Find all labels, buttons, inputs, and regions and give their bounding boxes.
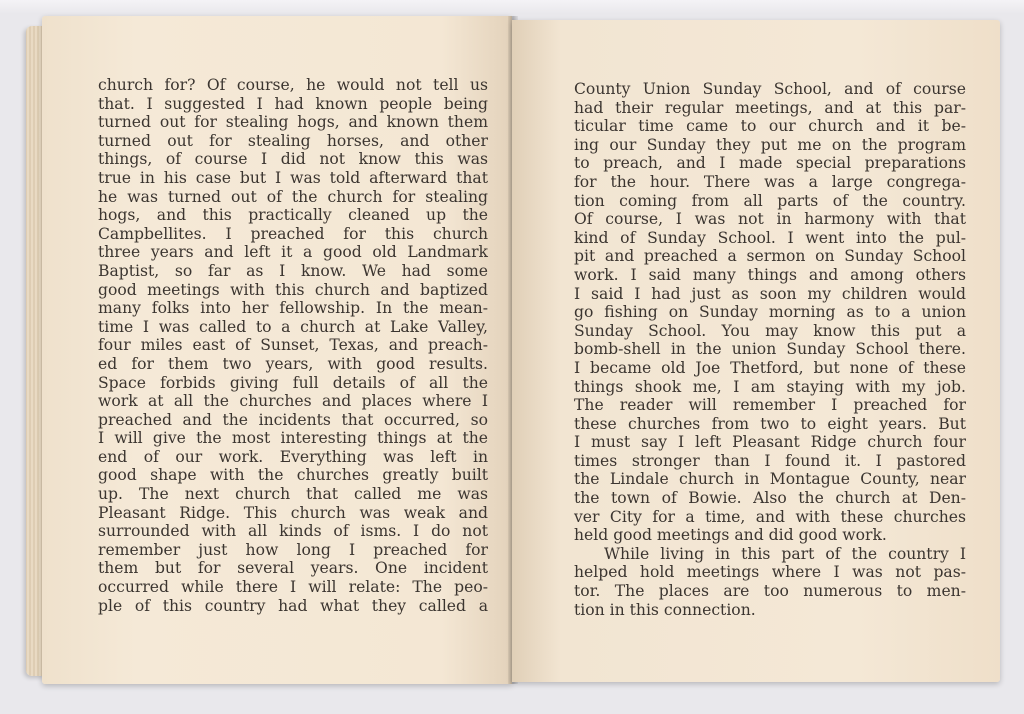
text-line: work. I said many things and among others bbox=[574, 265, 966, 284]
left-page bbox=[42, 16, 512, 684]
text-line: I will give the most interesting things at the bbox=[98, 429, 488, 448]
text-line: preached and the incidents that occurred, so bbox=[98, 410, 488, 429]
text-line: tor. The places are too numerous to men- bbox=[574, 582, 966, 601]
text-line: hogs, and this practically cleaned up the bbox=[98, 206, 488, 225]
text-line: ing our Sunday they put me on the program bbox=[574, 135, 966, 154]
text-line: things shook me, I am staying with my job. bbox=[574, 377, 966, 396]
text-line: many folks into her fellowship. In the mean- bbox=[98, 299, 488, 318]
text-line: true in his case but I was told afterward that bbox=[98, 168, 488, 187]
text-line: surrounded with all kinds of isms. I do not bbox=[98, 522, 488, 541]
text-line: Sunday School. You may know this put a bbox=[574, 321, 966, 340]
text-line: four miles east of Sunset, Texas, and preach- bbox=[98, 336, 488, 355]
scan-background bbox=[0, 0, 1024, 14]
right-page bbox=[512, 20, 1000, 682]
text-line: remember just how long I preached for bbox=[98, 540, 488, 559]
text-line: he was turned out of the church for stealing bbox=[98, 187, 488, 206]
text-line: Space forbids giving full details of all the bbox=[98, 373, 488, 392]
text-line: up. The next church that called me was bbox=[98, 485, 488, 504]
text-line: tion in this connection. bbox=[574, 600, 756, 619]
text-line: had their regular meetings, and at this par- bbox=[574, 98, 966, 117]
text-line: things, of course I did not know this was bbox=[98, 150, 488, 169]
text-line: to preach, and I made special preparations bbox=[574, 154, 966, 173]
text-line: good meetings with this church and baptized bbox=[98, 280, 488, 299]
text-line: the Lindale church in Montague County, near bbox=[574, 470, 966, 489]
text-line: tion coming from all parts of the country. bbox=[574, 191, 966, 210]
text-line: for the hour. There was a large congrega- bbox=[574, 172, 966, 191]
text-line: go fishing on Sunday morning as to a union bbox=[574, 303, 966, 322]
text-line: end of our work. Everything was left in bbox=[98, 447, 488, 466]
open-book bbox=[26, 16, 1000, 684]
text-line: held good meetings and did good work. bbox=[574, 526, 887, 545]
text-line: work at all the churches and places where I bbox=[98, 392, 488, 411]
left-page-text bbox=[98, 76, 488, 615]
text-line: County Union Sunday School, and of course bbox=[574, 80, 966, 98]
text-line: occurred while there I will relate: The peo- bbox=[98, 578, 488, 597]
text-line: ple of this country had what they called a bbox=[98, 596, 488, 615]
text-line: ver City for a time, and with these churches bbox=[574, 507, 966, 526]
text-line: I became old Joe Thetford, but none of these bbox=[574, 358, 966, 377]
text-line: Baptist, so far as I know. We had some bbox=[98, 261, 488, 280]
text-line: I must say I left Pleasant Ridge church four bbox=[574, 433, 966, 452]
text-line: turned out for stealing horses, and other bbox=[98, 131, 488, 150]
text-line: Campbellites. I preached for this church bbox=[98, 224, 488, 243]
text-line: times stronger than I found it. I pastored bbox=[574, 451, 966, 470]
text-line: that. I suggested I had known people being bbox=[98, 94, 488, 113]
text-line: these churches from two to eight years. But bbox=[574, 414, 966, 433]
text-line: While living in this part of the country I bbox=[604, 544, 966, 563]
text-line: turned out for stealing hogs, and known them bbox=[98, 113, 488, 132]
text-line: Of course, I was not in harmony with that bbox=[574, 210, 966, 229]
text-line: helped hold meetings where I was not pas- bbox=[574, 563, 966, 582]
text-line: Pleasant Ridge. This church was weak and bbox=[98, 503, 488, 522]
text-line: I said I had just as soon my children would bbox=[574, 284, 966, 303]
text-line: three years and left it a good old Landmark bbox=[98, 243, 488, 262]
text-line: pit and preached a sermon on Sunday School bbox=[574, 247, 966, 266]
right-page-text bbox=[574, 80, 966, 619]
text-line: ticular time came to our church and it be- bbox=[574, 117, 966, 136]
text-line: bomb-shell in the union Sunday School there. bbox=[574, 340, 966, 359]
text-line: them but for several years. One incident bbox=[98, 559, 488, 578]
text-line: the town of Bowie. Also the church at Den- bbox=[574, 489, 966, 508]
text-line: church for? Of course, he would not tell us bbox=[98, 76, 488, 94]
text-line: good shape with the churches greatly built bbox=[98, 466, 488, 485]
text-line: ed for them two years, with good results. bbox=[98, 354, 488, 373]
text-line: kind of Sunday School. I went into the pul- bbox=[574, 228, 966, 247]
text-line: time I was called to a church at Lake Valley, bbox=[98, 317, 488, 336]
text-line: The reader will remember I preached for bbox=[574, 396, 966, 415]
